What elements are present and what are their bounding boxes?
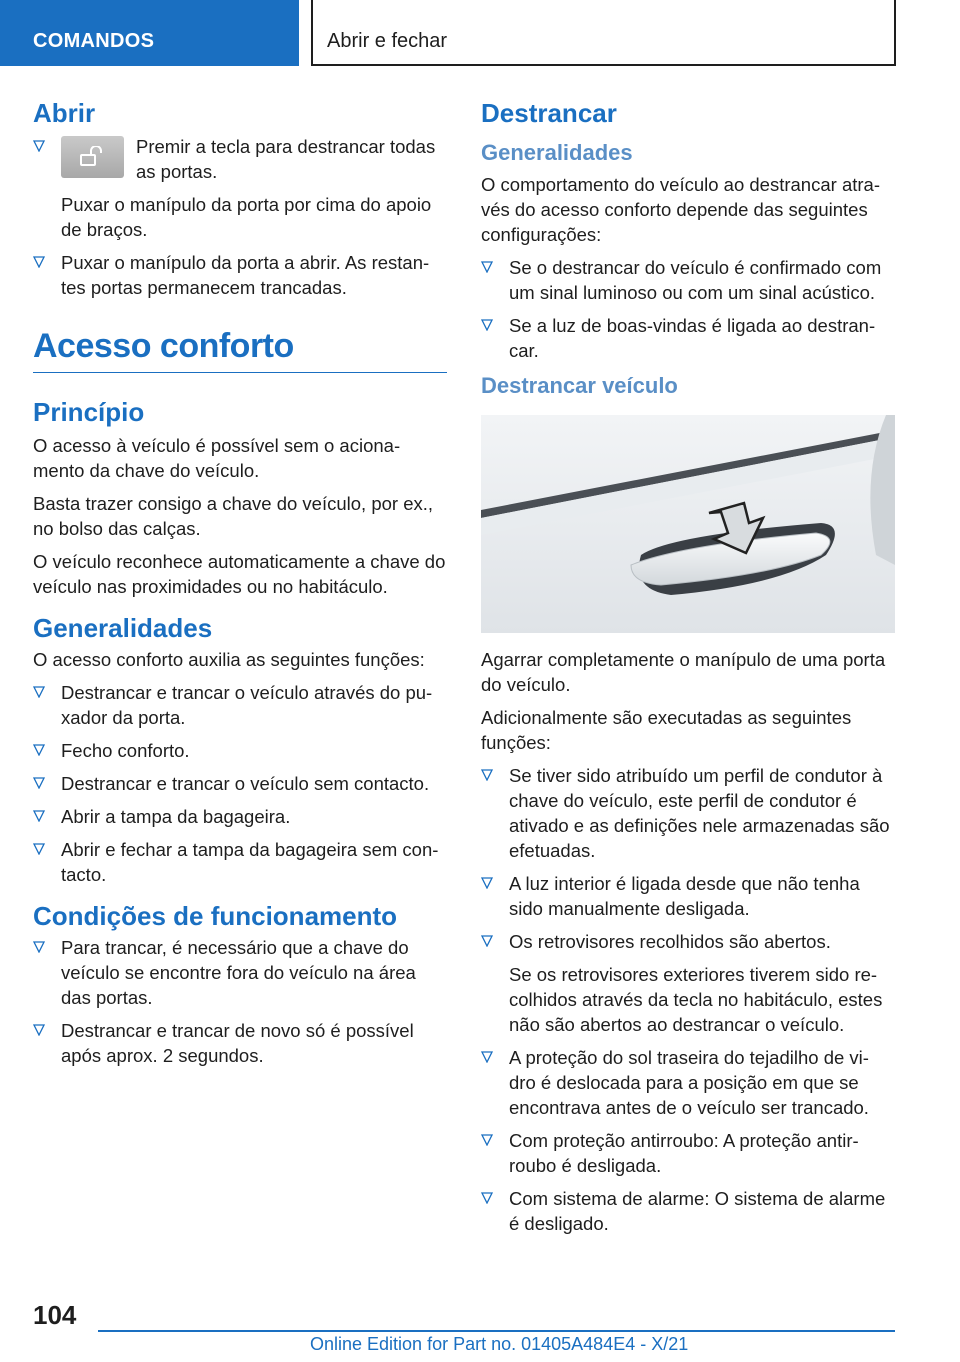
bullet-triangle-icon [481,1051,493,1063]
abrir-item1-text: Premir a tecla para destrancar todas as portas. [136,136,436,182]
abrir-item2-text: Puxar o manípulo da porta a abrir. As restan‐tes portas permanecem trancadas. [61,252,430,298]
heading-condicoes: Condições de funcionamento [33,901,398,931]
list-item [481,1045,895,1120]
heading-abrir: Abrir [33,98,96,128]
generalidades-list [33,680,447,887]
bullet-triangle-icon [481,319,493,331]
bullet-triangle-icon [481,261,493,273]
right-generalidades-intro: O comportamento do veículo ao destrancar atra‐vés do acesso conforto depende das seguintes configurações: [481,174,880,245]
mirror-note: Se os retrovisores exteriores tiverem sido re‐colhidos através da tecla no habitáculo, estes não são abertos ao destrancar o veículo. [509,964,883,1035]
list-item-text: Se o destrancar do veículo é confirmado com um sinal luminoso ou com um sinal acústico. [509,257,882,303]
principio-p2: Basta trazer consigo a chave do veículo, por ex., no bolso das calças. [33,493,434,539]
list-item [33,738,447,763]
list-item [481,929,895,954]
list-item [33,250,447,300]
left-column [33,96,447,1076]
destrancar-p1: Agarrar completamente o manípulo de uma porta do veículo. [481,649,886,695]
list-item-text: Fecho conforto. [61,740,190,761]
destrancar-p2: Adicionalmente são executadas as seguintes funções: [481,707,852,753]
bullet-triangle-icon [481,769,493,781]
list-item [481,313,895,363]
door-handle-photo [481,415,895,633]
footer-divider [98,1330,895,1332]
list-item-text: Destrancar e trancar de novo só é possível após aprox. 2 segundos. [61,1020,414,1066]
list-item [33,680,447,730]
list-item [481,1128,895,1178]
list-item-text: Se tiver sido atribuído um perfil de condutor à chave do veículo, este perfil de condutor é ativado e as definições nele armazenadas são efetuadas. [509,765,890,861]
list-item-text: Destrancar e trancar o veículo através do pu‐xador da porta. [61,682,433,728]
section-tab [0,0,299,66]
list-item-text: Destrancar e trancar o veículo sem contacto. [61,773,430,794]
heading-acesso-conforto: Acesso conforto [33,326,447,373]
right-column [481,96,895,1244]
list-item-text: Abrir e fechar a tampa da bagageira sem con‐tacto. [61,839,439,885]
abrir-list [33,134,447,184]
list-item-text: Com sistema de alarme: O sistema de alarme é desligado. [509,1188,886,1234]
heading-destrancar: Destrancar [481,98,617,128]
right-generalidades-list [481,255,895,363]
list-item [33,1018,447,1068]
heading-generalidades: Generalidades [33,613,213,643]
list-item-text: Os retrovisores recolhidos são abertos. [509,931,831,952]
list-item [33,935,447,1010]
bullet-triangle-icon [33,744,45,756]
page-number: 104 [33,1300,77,1330]
list-item-text: A proteção do sol traseira do tejadilho de vi‐dro é deslocada para a posição em que se encontrava antes de o veículo ser trancado. [509,1047,869,1118]
list-item-text: Para trancar, é necessário que a chave do veículo se encontre fora do veículo na área das portas. [61,937,416,1008]
list-item-text: Com proteção antirroubo: A proteção antir‐roubo é desligada. [509,1130,859,1176]
abrir-item1-follow: Puxar o manípulo da porta por cima do apoio de braços. [61,194,432,240]
bullet-triangle-icon [481,1134,493,1146]
heading-generalidades-right: Generalidades [481,140,633,165]
list-item [33,837,447,887]
heading-destrancar-veiculo: Destrancar veículo [481,373,678,398]
bullet-triangle-icon [33,777,45,789]
list-item [33,134,447,184]
list-item [481,1186,895,1236]
list-item-text: Abrir a tampa da bagageira. [61,806,291,827]
generalidades-intro: O acesso conforto auxilia as seguintes funções: [33,649,425,670]
header-title-box [311,0,896,66]
list-item-text: A luz interior é ligada desde que não tenha sido manualmente desligada. [509,873,860,919]
header-title: Abrir e fechar [327,30,448,52]
list-item [33,771,447,796]
unlock-key-icon [61,136,124,178]
bullet-triangle-icon [33,843,45,855]
list-item-text: Se a luz de boas-vindas é ligada ao destran‐car. [509,315,876,361]
condicoes-list [33,935,447,1068]
abrir-list-2 [33,250,447,300]
list-item [481,763,895,863]
bullet-triangle-icon [481,935,493,947]
bullet-triangle-icon [481,1192,493,1204]
bullet-triangle-icon [33,810,45,822]
principio-p1: O acesso à veículo é possível sem o aciona‐mento da chave do veículo. [33,435,401,481]
list-item [481,255,895,305]
destrancar-list [481,763,895,954]
principio-p3: O veículo reconhece automaticamente a chave do veículo nas proximidades ou no habitáculo. [33,551,446,597]
bullet-triangle-icon [33,941,45,953]
list-item [33,804,447,829]
bullet-triangle-icon [33,1024,45,1036]
bullet-triangle-icon [33,140,45,152]
bullet-triangle-icon [33,256,45,268]
bullet-triangle-icon [33,686,45,698]
section-label: COMANDOS [33,30,155,52]
bullet-triangle-icon [481,877,493,889]
footer-edition: Online Edition for Part no. 01405A484E4 - X/21 [310,1334,689,1354]
heading-principio: Princípio [33,397,145,427]
list-item [481,871,895,921]
destrancar-list-2 [481,1045,895,1236]
